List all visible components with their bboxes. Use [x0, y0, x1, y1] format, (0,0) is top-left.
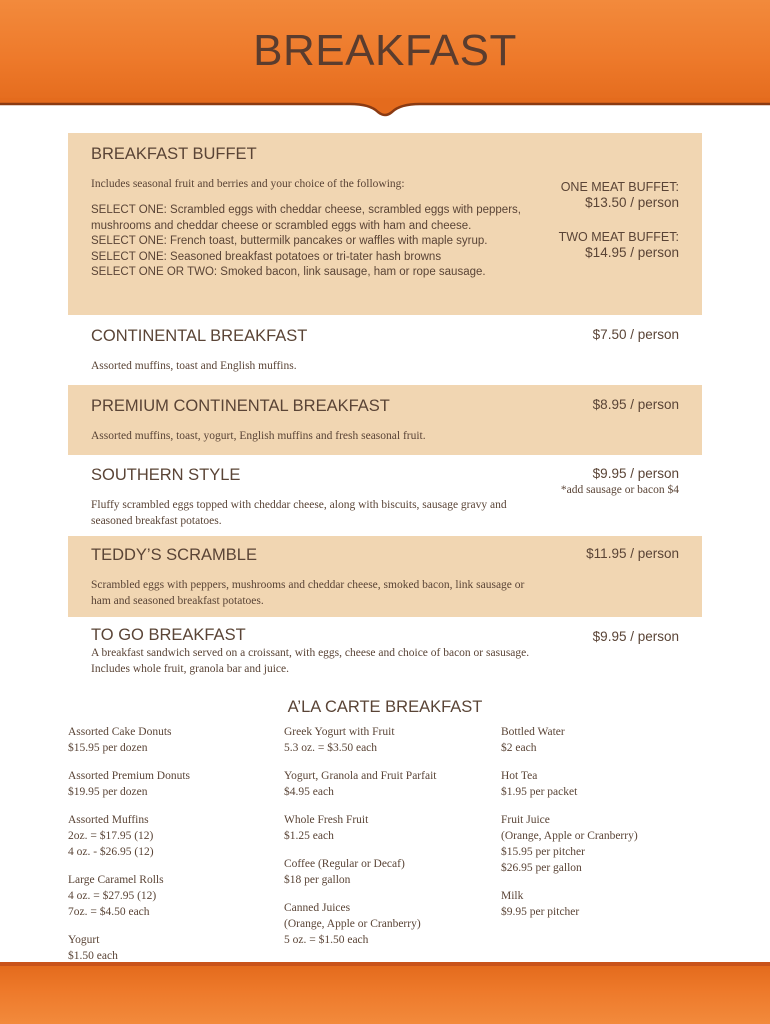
alacarte-column-1 — [68, 724, 278, 976]
teddy-title: TEDDY’S SCRAMBLE — [91, 546, 257, 564]
item-price: 5.3 oz. = $3.50 each — [284, 742, 378, 754]
list-item — [284, 812, 494, 844]
buffet-line: SELECT ONE: Scrambled eggs with cheddar cheese, scrambled eggs with peppers, — [91, 204, 521, 216]
header-notch — [0, 98, 770, 122]
continental-title: CONTINENTAL BREAKFAST — [91, 327, 308, 345]
item-detail: (Orange, Apple or Cranberry) — [501, 830, 638, 842]
item-name: Hot Tea — [501, 770, 538, 782]
item-price: $18 per gallon — [284, 874, 351, 886]
item-name: Assorted Cake Donuts — [68, 726, 172, 738]
item-name: Greek Yogurt with Fruit — [284, 726, 395, 738]
southern-price: $9.95 / person — [592, 466, 679, 481]
item-price: $9.95 per pitcher — [501, 906, 580, 918]
one-meat-label: ONE MEAT BUFFET: — [560, 180, 679, 194]
continental-price: $7.50 / person — [592, 327, 679, 342]
item-name: Yogurt — [68, 934, 100, 946]
list-item — [68, 724, 278, 756]
item-name: Assorted Muffins — [68, 814, 149, 826]
item-name: Yogurt, Granola and Fruit Parfait — [284, 770, 437, 782]
buffet-prices — [519, 179, 679, 261]
continental-desc: Assorted muffins, toast and English muffins. — [91, 360, 297, 372]
item-price: 4 oz. - $26.95 (12) — [68, 846, 154, 858]
list-item — [284, 724, 494, 756]
item-price: $4.95 each — [284, 786, 334, 798]
one-meat-price: $13.50 / person — [585, 195, 679, 210]
southern-title: SOUTHERN STYLE — [91, 466, 241, 484]
item-name: Whole Fresh Fruit — [284, 814, 369, 826]
alacarte-title: A’LA CARTE BREAKFAST — [287, 698, 483, 716]
list-item — [501, 812, 711, 876]
item-price: 5 oz. = $1.50 each — [284, 934, 369, 946]
item-detail: (Orange, Apple or Cranberry) — [284, 918, 421, 930]
premium-price: $8.95 / person — [592, 397, 679, 412]
list-item — [284, 768, 494, 800]
list-item — [68, 932, 278, 964]
footer-banner — [0, 966, 770, 1024]
item-name: Canned Juices — [284, 902, 351, 914]
item-price: 4 oz. = $27.95 (12) — [68, 890, 157, 902]
togo-price: $9.95 / person — [592, 629, 679, 644]
list-item — [501, 724, 711, 756]
item-price: $1.95 per packet — [501, 786, 578, 798]
premium-band — [68, 385, 702, 455]
list-item — [501, 888, 711, 920]
southern-desc: Fluffy scrambled eggs topped with cheddar cheese, along with biscuits, sausage gravy and seasoned breakfast potatoes. — [91, 499, 507, 527]
item-name: Milk — [501, 890, 524, 902]
item-price: $15.95 per dozen — [68, 742, 148, 754]
buffet-intro: Includes seasonal fruit and berries and your choice of the following: — [91, 178, 405, 190]
item-price: $1.50 each — [68, 950, 118, 962]
list-item — [284, 856, 494, 888]
two-meat-price: $14.95 / person — [585, 245, 679, 260]
alacarte-column-2 — [284, 724, 494, 960]
buffet-line: SELECT ONE OR TWO: Smoked bacon, link sausage, ham or rope sausage. — [91, 266, 486, 278]
southern-note: *add sausage or bacon $4 — [560, 484, 679, 496]
buffet-line: SELECT ONE: Seasoned breakfast potatoes or tri-tater hash browns — [91, 250, 442, 263]
alacarte-column-3 — [501, 724, 711, 932]
buffet-title: BREAKFAST BUFFET — [91, 145, 257, 163]
list-item — [501, 768, 711, 800]
item-price: $1.25 each — [284, 830, 334, 842]
item-price: $15.95 per pitcher — [501, 846, 585, 858]
premium-desc: Assorted muffins, toast, yogurt, English muffins and fresh seasonal fruit. — [91, 430, 426, 442]
item-name: Assorted Premium Donuts — [68, 770, 191, 782]
item-name: Large Caramel Rolls — [68, 874, 164, 886]
list-item — [284, 900, 494, 948]
list-item — [68, 768, 278, 800]
item-price: $26.95 per gallon — [501, 862, 582, 874]
two-meat-label: TWO MEAT BUFFET: — [558, 230, 679, 244]
buffet-line: SELECT ONE: French toast, buttermilk pancakes or waffles with maple syrup. — [91, 235, 488, 247]
premium-title: PREMIUM CONTINENTAL BREAKFAST — [91, 397, 390, 415]
item-name: Coffee (Regular or Decaf) — [284, 858, 405, 870]
togo-desc: A breakfast sandwich served on a croissant, with eggs, cheese and choice of bacon or sasusage. Includes whole fruit, granola bar and juice. — [91, 647, 530, 675]
teddy-price: $11.95 / person — [586, 546, 679, 561]
item-price: 2oz. = $17.95 (12) — [68, 830, 154, 842]
item-price: 7oz. = $4.50 each — [68, 906, 150, 918]
togo-title: TO GO BREAKFAST — [91, 626, 246, 644]
list-item — [68, 812, 278, 860]
teddy-desc: Scrambled eggs with peppers, mushrooms and cheddar cheese, smoked bacon, link sausage or ham and seasoned breakfast potatoes. — [91, 579, 525, 607]
item-price: $2 each — [501, 742, 537, 754]
buffet-line: mushrooms and cheddar cheese or scrambled eggs with ham and cheese. — [91, 219, 472, 232]
item-name: Bottled Water — [501, 726, 565, 738]
buffet-select-list — [91, 203, 561, 281]
page-title: BREAKFAST — [253, 26, 517, 75]
list-item — [68, 872, 278, 920]
item-name: Fruit Juice — [501, 814, 550, 826]
item-price: $19.95 per dozen — [68, 786, 148, 798]
